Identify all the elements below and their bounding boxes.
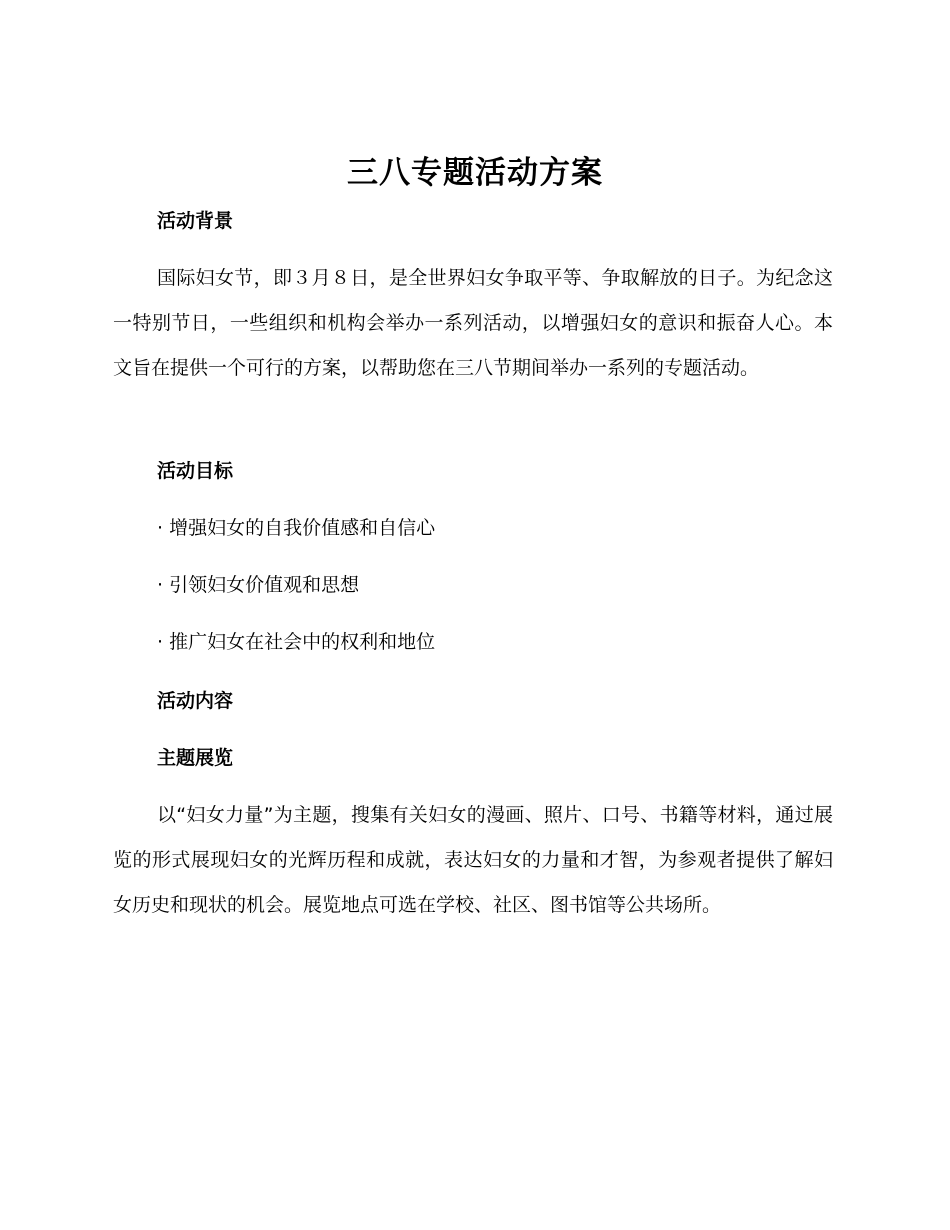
section-heading-exhibition: 主题展览: [157, 747, 234, 769]
section-heading-goals: 活动目标: [157, 460, 234, 482]
section-heading-content: 活动内容: [157, 690, 234, 712]
background-paragraph: 国际妇女节，即３月８日，是全世界妇女争取平等、争取解放的日子。为纪念这一特别节日，一些组织和机构会举办一系列活动，以增强妇女的意识和振奋人心。本文旨在提供一个可行的方案，以帮助您在三八节期间举办一系列的专题活动。: [113, 267, 833, 379]
goal-item-1: · 增强妇女的自我价值感和自信心: [157, 517, 436, 539]
goal-item-3: · 推广妇女在社会中的权利和地位: [157, 631, 436, 653]
section-heading-background: 活动背景: [157, 210, 234, 232]
goal-item-2: · 引领妇女价值观和思想: [157, 574, 360, 596]
exhibition-paragraph: 以“妇女力量”为主题，搜集有关妇女的漫画、照片、口号、书籍等材料，通过展览的形式展现妇女的光辉历程和成就，表达妇女的力量和才智，为参观者提供了解妇女历史和现状的机会。展览地点可选在学校、社区、图书馆等公共场所。: [113, 804, 833, 916]
document-title: 三八专题活动方案: [347, 155, 603, 191]
